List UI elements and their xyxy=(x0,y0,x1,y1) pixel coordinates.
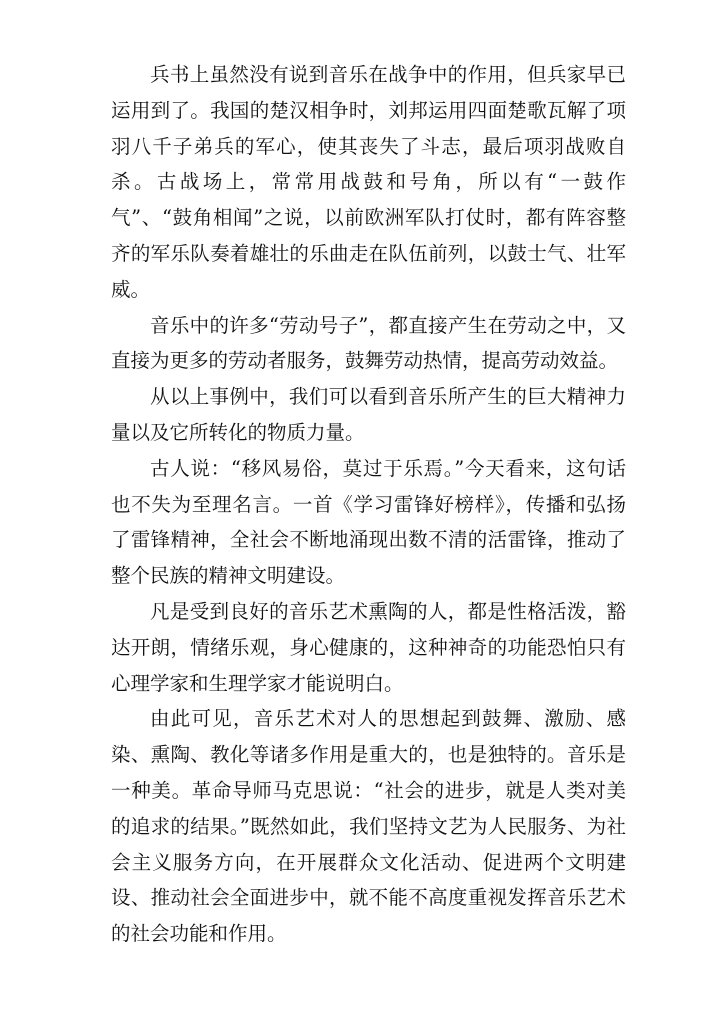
paragraph-6: 由此可见，音乐艺术对人的思想起到鼓舞、激励、感染、熏陶、教化等诸多作用是重大的，也是独特的。音乐是一种美。革命导师马克思说：“社会的进步，就是人类对美的追求的结果。”既然如此，我们坚持文艺为人民服务、为社会主义服务方向，在开展群众文化活动、促进两个文明建设、推动社会全面进步中，就不能不高度重视发挥音乐艺术的社会功能和作用。 xyxy=(111,707,626,946)
paragraph-4: 古人说：“移风易俗，莫过于乐焉。”今天看来，这句话也不失为至理名言。一首《学习雷锋好榜样》，传播和弘扬了雷锋精神，全社会不断地涌现出数不清的活雷锋，推动了整个民族的精神文明建设。 xyxy=(111,456,626,588)
paragraph-3: 从以上事例中，我们可以看到音乐所产生的巨大精神力量以及它所转化的物质力量。 xyxy=(111,385,626,444)
paragraph-2: 音乐中的许多“劳动号子”，都直接产生在劳动之中，又直接为更多的劳动者服务，鼓舞劳动热情，提高劳动效益。 xyxy=(111,313,626,373)
paragraph-5: 凡是受到良好的音乐艺术熏陶的人，都是性格活泼，豁达开朗，情绪乐观，身心健康的，这种神奇的功能恐怕只有心理学家和生理学家才能说明白。 xyxy=(111,599,626,695)
document-body xyxy=(111,57,626,952)
paragraph-1: 兵书上虽然没有说到音乐在战争中的作用，但兵家早已运用到了。我国的楚汉相争时，刘邦运用四面楚歌瓦解了项羽八千子弟兵的军心，使其丧失了斗志，最后项羽战败自杀。古战场上，常常用战鼓和号角，所以有“一鼓作气”、“鼓角相闻”之说，以前欧洲军队打仗时，都有阵容整齐的军乐队奏着雄壮的乐曲走在队伍前列，以鼓士气、壮军威。 xyxy=(111,63,626,301)
